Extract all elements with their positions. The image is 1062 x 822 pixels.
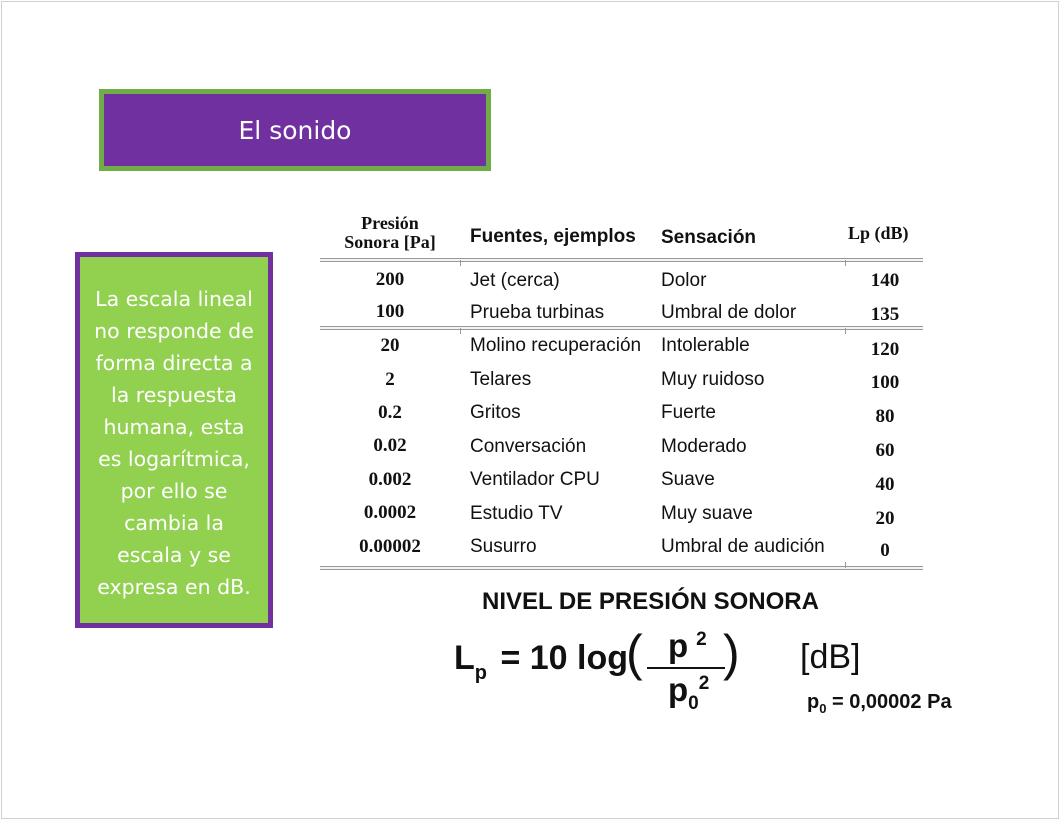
formula-close-paren: ) <box>723 625 740 681</box>
header-sources: Fuentes, ejemplos <box>470 226 636 247</box>
side-note-box <box>75 252 273 628</box>
cell-pressure: 20 <box>380 335 400 356</box>
cell-lp: 80 <box>875 406 895 427</box>
formula-heading: NIVEL DE PRESIÓN SONORA <box>482 588 819 615</box>
formula-denominator-p: p <box>668 671 689 708</box>
table-rule-top <box>320 258 923 262</box>
cell-source: Gritos <box>470 402 521 423</box>
table-tick <box>460 328 461 334</box>
cell-source: Jet (cerca) <box>470 270 560 291</box>
formula-denominator <box>668 671 710 714</box>
cell-pressure: 200 <box>375 269 405 290</box>
cell-lp: 140 <box>870 270 900 291</box>
cell-sensation: Intolerable <box>661 335 750 356</box>
cell-pressure: 0.02 <box>373 435 407 456</box>
cell-sensation: Muy suave <box>661 503 753 524</box>
cell-source: Estudio TV <box>470 503 563 524</box>
table-rule-bottom <box>320 566 923 570</box>
cell-sensation: Umbral de audición <box>661 536 825 557</box>
side-note-line: cambia la <box>124 511 224 535</box>
cell-lp: 100 <box>870 372 900 393</box>
cell-sensation: Umbral de dolor <box>661 302 797 323</box>
cell-source: Telares <box>470 369 532 390</box>
formula-unit: [dB] <box>800 638 861 676</box>
cell-pressure: 0.00002 <box>359 536 421 557</box>
header-pressure <box>320 214 460 252</box>
formula-reference <box>807 691 952 714</box>
cell-pressure: 0.0002 <box>363 502 417 523</box>
side-note-line: por ello se <box>120 479 228 503</box>
side-note-line: no responde de <box>94 319 254 343</box>
side-note-line: humana, esta <box>103 415 245 439</box>
cell-source: Conversación <box>470 436 587 457</box>
cell-sensation: Dolor <box>661 270 707 291</box>
cell-lp: 135 <box>870 304 900 325</box>
cell-sensation: Muy ruidoso <box>661 369 765 390</box>
formula-denominator-subscript: 0 <box>688 693 699 714</box>
cell-lp: 60 <box>875 440 895 461</box>
cell-pressure: 2 <box>385 369 395 390</box>
formula-reference-subscript: 0 <box>819 701 827 716</box>
formula-equals-log: = 10 log <box>500 639 629 677</box>
formula-numerator-exponent: 2 <box>696 629 707 650</box>
cell-pressure: 0.2 <box>378 402 402 423</box>
header-pressure-line2: Sonora [Pa] <box>344 232 436 252</box>
cell-lp: 120 <box>870 339 900 360</box>
cell-pressure: 100 <box>375 301 405 322</box>
side-note-line: La escala lineal <box>95 287 253 311</box>
formula-numerator <box>668 627 707 665</box>
formula-open-paren: ( <box>626 625 643 681</box>
cell-source: Susurro <box>470 536 537 557</box>
table-rule-middle <box>320 326 923 330</box>
cell-lp: 40 <box>875 474 895 495</box>
cell-source: Molino recuperación <box>470 335 642 356</box>
formula-lhs-subscript: p <box>474 662 487 684</box>
side-note-line: forma directa a <box>95 351 253 375</box>
cell-sensation: Fuerte <box>661 402 716 423</box>
formula-reference-value: = 0,00002 Pa <box>832 691 952 713</box>
table-tick <box>845 260 846 266</box>
side-note-line: la respuesta <box>111 383 237 407</box>
side-note-line: escala y se <box>117 543 231 567</box>
side-note-line: expresa en dB. <box>97 575 251 599</box>
side-note-line: es logarítmica, <box>98 447 250 471</box>
cell-sensation: Moderado <box>661 436 747 457</box>
table-tick <box>460 260 461 266</box>
cell-source: Prueba turbinas <box>470 302 605 323</box>
slide-title: El sonido <box>238 115 352 145</box>
formula-lhs <box>454 639 629 684</box>
formula-fraction-bar <box>647 667 725 669</box>
formula-denominator-exponent: 2 <box>698 673 710 694</box>
cell-pressure: 0.002 <box>368 469 412 490</box>
cell-lp: 0 <box>880 540 890 561</box>
cell-lp: 20 <box>875 508 895 529</box>
slide <box>1 1 1059 819</box>
table-tick <box>845 328 846 334</box>
slide-title-box <box>99 89 491 171</box>
formula-lhs-symbol: L <box>454 639 475 677</box>
cell-sensation: Suave <box>661 469 715 490</box>
formula-numerator-p: p <box>668 627 689 664</box>
header-sensation: Sensación <box>661 227 757 248</box>
formula-reference-symbol: p <box>807 691 820 713</box>
header-lp: Lp (dB) <box>848 223 909 243</box>
cell-source: Ventilador CPU <box>470 469 600 490</box>
header-pressure-line1: Presión <box>361 213 419 233</box>
table-tick <box>845 562 846 568</box>
